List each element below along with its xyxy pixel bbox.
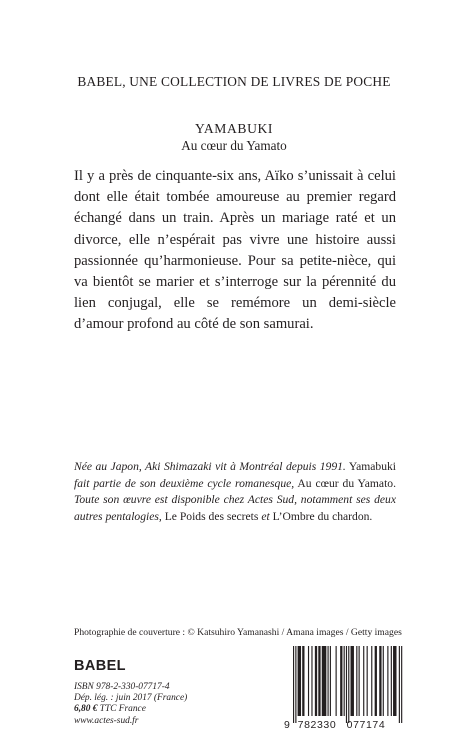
barcode-bar — [318, 646, 320, 716]
barcode-bar — [322, 646, 327, 716]
bio-title-2: Au cœur du Yamato. — [297, 476, 396, 490]
price-line — [74, 704, 234, 715]
barcode-bar — [393, 646, 396, 716]
barcode-bar — [363, 646, 364, 716]
barcode-bar — [315, 646, 317, 716]
barcode-bar — [293, 646, 294, 723]
barcode-bar — [387, 646, 388, 716]
barcode-bar — [340, 646, 342, 716]
barcode-graphic — [282, 644, 404, 730]
barcode-left-digits: 782330 — [297, 719, 337, 730]
bio-title-4: L’Ombre du chardon. — [272, 509, 373, 523]
bio-part-2: fait partie de son deuxième cycle romanesque, — [74, 476, 295, 490]
publication-meta — [74, 682, 234, 727]
legal-deposit: Dép. lég. : juin 2017 (France) — [74, 693, 188, 704]
barcode-bar — [383, 646, 384, 716]
book-subtitle: Au cœur du Yamato — [181, 138, 287, 153]
barcode-bar — [295, 646, 296, 723]
ean-barcode — [282, 644, 404, 730]
author-bio — [74, 459, 396, 525]
barcode-bar — [298, 646, 301, 716]
barcode-bar — [379, 646, 381, 716]
collection-line: BABEL, UNE COLLECTION DE LIVRES DE POCHE — [77, 74, 391, 89]
barcode-bar — [375, 646, 377, 716]
barcode-bar — [308, 646, 309, 716]
price: 6,80 € — [74, 704, 98, 715]
barcode-bar — [401, 646, 402, 723]
summary-text: Il y a près de cinquante-six ans, Aïko s’unissait à celui dont elle était tombée amoureuse au premier regard échangé dans un train. Après un mariage raté et un divorce, elle n’espérait pas vivre une histoire aussi passionnée qu’harmonieuse. Pour sa petite-nièce, qui va bientôt se marier et s’interroge sur la pérennité du lien conjugal, elle se remémore un demi-siècle d’amour profond au côté de son samurai. — [74, 168, 396, 333]
barcode-bar — [356, 646, 357, 716]
bio-title-3: Le Poids des secrets — [164, 509, 259, 523]
barcode-bar — [348, 646, 349, 723]
bio-part-4: et — [261, 509, 270, 523]
barcode-bar — [351, 646, 354, 716]
bio-part-3: Toute son œuvre est disponible chez Actes Sud, notamment ses deux autres pentalogies, — [74, 493, 396, 523]
barcode-bar — [346, 646, 347, 723]
barcode-first-digit: 9 — [284, 719, 290, 730]
barcode-bar — [302, 646, 304, 716]
barcode-bar — [367, 646, 368, 716]
cover-photo-credits: Photographie de couverture : © Katsuhiro Yamanashi / Amana images / Getty images — [74, 627, 402, 638]
website: www.actes-sud.fr — [74, 715, 139, 726]
barcode-right-digits: 077174 — [346, 719, 386, 730]
barcode-bar — [399, 646, 400, 723]
book-title: YAMABUKI — [194, 121, 274, 136]
barcode-bar — [344, 646, 345, 716]
barcode-bar — [336, 646, 337, 716]
barcode-bar — [359, 646, 360, 716]
price-suffix: TTC France — [99, 704, 146, 715]
publisher-logo: BABEL — [74, 658, 126, 674]
bio-title-1: Yamabuki — [348, 460, 397, 473]
barcode-bar — [311, 646, 312, 716]
isbn: ISBN 978-2-330-07717-4 — [74, 682, 170, 692]
barcode-bar — [371, 646, 372, 716]
barcode-bar — [330, 646, 331, 716]
barcode-bar — [391, 646, 392, 716]
barcode-bars — [293, 646, 402, 723]
barcode-bar — [328, 646, 329, 716]
bio-part-1: Née au Japon, Aki Shimazaki vit à Montréal depuis 1991. — [74, 460, 346, 473]
